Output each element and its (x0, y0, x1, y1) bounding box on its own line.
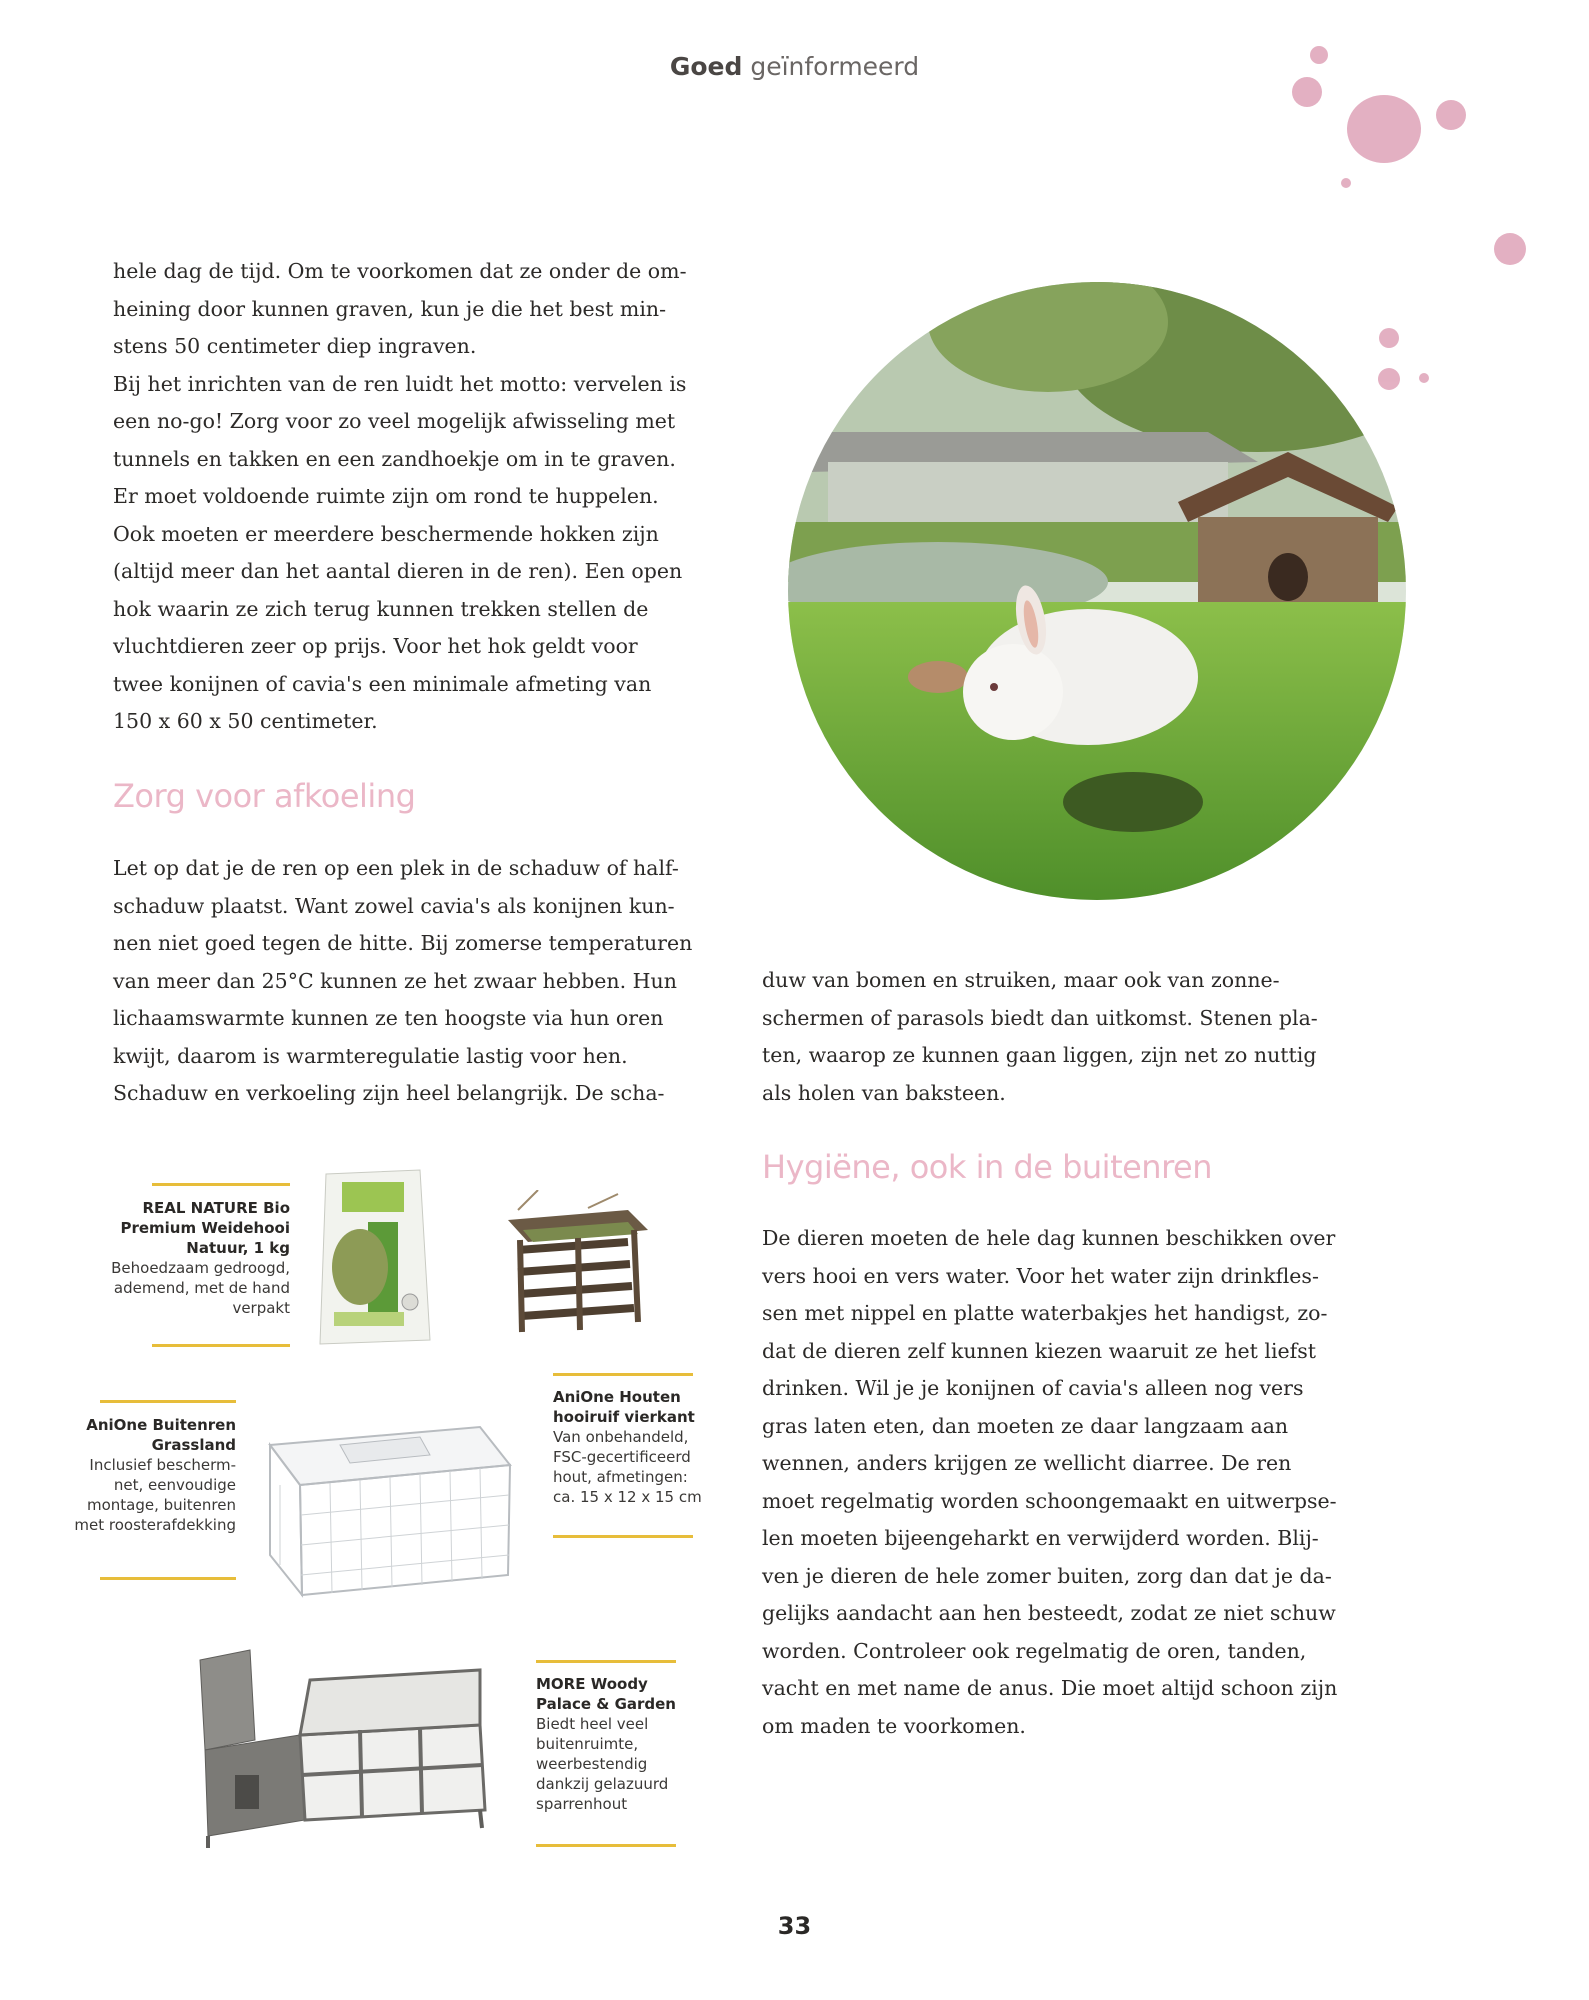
product-card-hutch (536, 1674, 696, 1814)
product-name: AniOne Buitenren (86, 1416, 236, 1434)
text-line: De dieren moeten de hele dag kunnen beschikken over (762, 1226, 1336, 1250)
text-line: tunnels en takken en een zandhoekje om in te graven. (113, 446, 676, 471)
product-card-run (60, 1415, 236, 1535)
product-name: MORE Woody (536, 1675, 648, 1693)
text-line: Ook moeten er meerdere beschermende hokken zijn (113, 521, 659, 546)
text-line: een no-go! Zorg voor zo veel mogelijk afwisseling met (113, 409, 676, 433)
product-name: Grassland (151, 1436, 236, 1454)
product-name: hooiruif vierkant (553, 1408, 695, 1426)
text-line: Let op dat je de ren op een plek in de schaduw of half- (113, 856, 679, 880)
product-desc: ademend, met de hand (113, 1279, 290, 1297)
gold-rule (553, 1373, 693, 1376)
product-name: Natuur, 1 kg (186, 1239, 290, 1257)
text-line: kwijt, daarom is warmteregulatie lastig voor hen. (113, 1043, 628, 1068)
product-card-rack (553, 1387, 713, 1507)
product-desc: hout, afmetingen: (553, 1468, 688, 1486)
text-line: vluchtdieren zeer op prijs. Voor het hok geldt voor (113, 634, 638, 658)
header-rest: geïnformeerd (742, 52, 920, 81)
gold-rule (152, 1344, 290, 1347)
text-line: ven je dieren de hele zomer buiten, zorg dan dat je da- (762, 1563, 1332, 1588)
text-line: vers hooi en vers water. Voor het water zijn drinkfles- (762, 1263, 1319, 1288)
text-line: nen niet goed tegen de hitte. Bij zomerse temperaturen (113, 931, 693, 955)
header-bold: Goed (669, 52, 743, 81)
text-line: duw van bomen en struiken, maar ook van zonne- (762, 968, 1280, 992)
cooling-text (113, 850, 723, 1113)
text-line: len moeten bijeengeharkt en verwijderd worden. Blij- (762, 1526, 1319, 1550)
text-line: stens 50 centimeter diep ingraven. (113, 334, 477, 358)
text-line: lichaamswarmte kunnen ze ten hoogste via hun oren (113, 1006, 664, 1030)
text-line: drinken. Wil je je konijnen of cavia's alleen nog vers (762, 1376, 1304, 1400)
text-line: Schaduw en verkoeling zijn heel belangrijk. De scha- (113, 1081, 665, 1105)
text-line: om maden te voorkomen. (762, 1713, 1026, 1738)
product-desc: weerbestendig (536, 1755, 648, 1773)
hay-rack-icon (478, 1190, 668, 1350)
product-card-hay (70, 1198, 290, 1318)
product-desc: Inclusief bescherm- (89, 1456, 236, 1474)
product-desc: Biedt heel veel (536, 1715, 649, 1733)
text-line: Bij het inrichten van de ren luidt het motto: vervelen is (113, 371, 687, 396)
product-name: REAL NATURE Bio (142, 1199, 290, 1217)
gold-rule (553, 1535, 693, 1538)
text-line: moet regelmatig worden schoongemaakt en uitwerpse- (762, 1488, 1337, 1513)
product-desc: Van onbehandeld, (553, 1428, 689, 1446)
running-header (0, 52, 1589, 81)
gold-rule (100, 1400, 236, 1403)
text-line: Er moet voldoende ruimte zijn om rond te huppelen. (113, 484, 659, 508)
product-name: Premium Weidehooi (120, 1219, 290, 1237)
text-line: dat de dieren zelf kunnen kiezen waaruit ze het liefst (762, 1338, 1317, 1363)
continuation-text (762, 962, 1362, 1112)
text-line: gras laten eten, dan moeten ze daar langzaam aan (762, 1413, 1289, 1438)
gold-rule (536, 1844, 676, 1847)
product-desc: sparrenhout (536, 1795, 628, 1813)
product-name: Palace & Garden (536, 1695, 676, 1713)
product-desc: FSC-gecertificeerd (553, 1448, 691, 1466)
text-line: sen met nippel en platte waterbakjes het handigst, zo- (762, 1301, 1328, 1325)
product-desc: buitenruimte, (536, 1735, 639, 1753)
wire-run-icon (250, 1405, 520, 1600)
text-line: ten, waarop ze kunnen gaan liggen, zijn net zo nuttig (762, 1043, 1317, 1067)
product-desc: verpakt (232, 1299, 290, 1317)
text-line: vacht en met name de anus. Die moet altijd schoon zijn (762, 1676, 1338, 1700)
page-number: 33 (777, 1912, 812, 1940)
product-name: AniOne Houten (553, 1388, 681, 1406)
product-desc: dankzij gelazuurd (536, 1775, 669, 1793)
text-line: (altijd meer dan het aantal dieren in de ren). Een open (113, 559, 683, 583)
gold-rule (536, 1660, 676, 1663)
text-line: als holen van baksteen. (762, 1080, 1006, 1105)
text-line: schermen of parasols biedt dan uitkomst. Stenen pla- (762, 1005, 1318, 1030)
product-desc: ca. 15 x 12 x 15 cm (553, 1488, 702, 1506)
gold-rule (100, 1577, 236, 1580)
text-line: schaduw plaatst. Want zowel cavia's als konijnen kun- (113, 893, 675, 918)
product-desc: montage, buitenren (86, 1496, 236, 1514)
text-line: twee konijnen of cavia's een minimale afmeting van (113, 671, 652, 696)
product-desc: met roosterafdekking (74, 1516, 236, 1534)
text-line: gelijks aandacht aan hen besteedt, zodat ze niet schuw (762, 1601, 1336, 1625)
text-line: worden. Controleer ook regelmatig de oren, tanden, (762, 1638, 1307, 1663)
heading-hygiene: Hygiëne, ook in de buitenren (762, 1148, 1212, 1186)
text-line: wennen, anders krijgen ze wellicht diarree. De ren (762, 1451, 1292, 1475)
heading-cooling: Zorg voor afkoeling (113, 777, 416, 815)
text-line: van meer dan 25°C kunnen ze het zwaar hebben. Hun (113, 968, 677, 993)
wooden-hutch-icon (180, 1640, 500, 1850)
hygiene-text (762, 1220, 1362, 1745)
hay-bag-icon (312, 1162, 438, 1352)
text-line: hok waarin ze zich terug kunnen trekken stellen de (113, 596, 649, 621)
gold-rule (152, 1183, 290, 1186)
product-desc: net, eenvoudige (113, 1476, 236, 1494)
product-desc: Behoedzaam gedroogd, (111, 1259, 290, 1277)
text-line: 150 x 60 x 50 centimeter. (113, 709, 378, 733)
text-line: hele dag de tijd. Om te voorkomen dat ze onder de om- (113, 259, 687, 283)
text-line: heining door kunnen graven, kun je die het best min- (113, 296, 667, 321)
rabbit-photo (788, 282, 1406, 900)
intro-text (113, 253, 723, 741)
